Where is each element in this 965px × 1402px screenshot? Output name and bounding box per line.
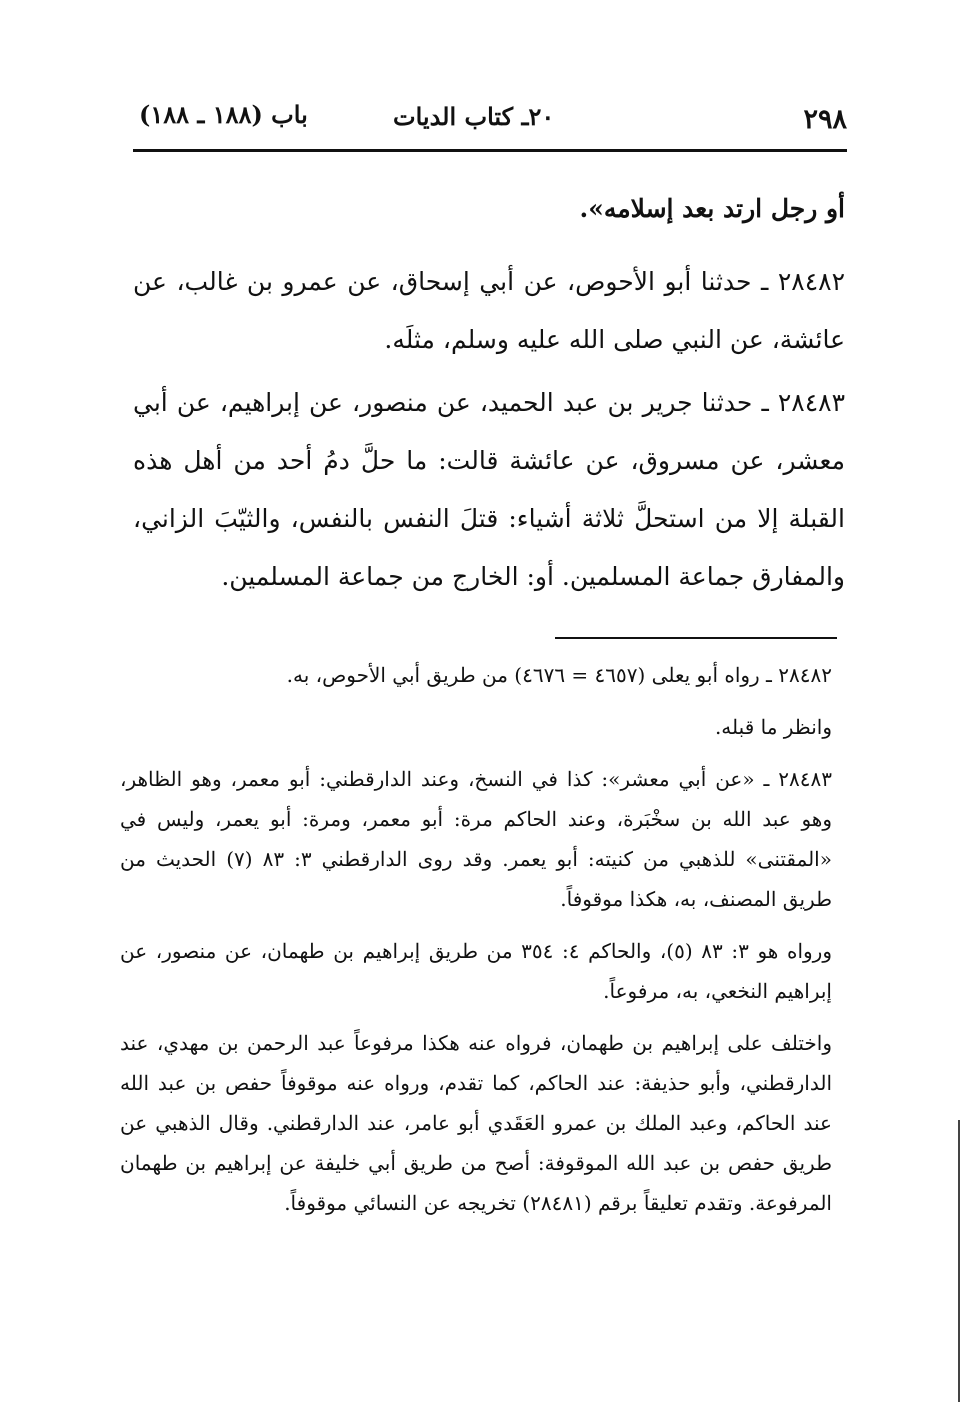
footnote-divider bbox=[555, 637, 837, 639]
footnote-28482-see: وانظر ما قبله. bbox=[714, 715, 832, 739]
main-text bbox=[133, 180, 845, 238]
scan-edge-shadow bbox=[958, 1120, 960, 1402]
footnotes bbox=[120, 655, 832, 1235]
header-divider bbox=[133, 149, 847, 152]
chapter-label: باب (١٨٨ ـ ١٨٨) bbox=[139, 100, 308, 129]
hadith-28483: ٢٨٤٨٣ ـ حدثنا جرير بن عبد الحميد، عن منصور، عن إبراهيم، عن أبي معشر، عن مسروق، عن عائشة قالت: ما حلَّ دمُ أحد من أهل هذه القبلة إلا من استحلَّ ثلاثة أشياء: قتلَ النفس بالنفس، والثيّبَ الزاني، والمفارق جماعة المسلمين. أو: الخارج من جماعة المسلمين. bbox=[133, 388, 845, 591]
footnote-28483-marfu: ورواه هو ٣: ٨٣ (٥)، والحاكم ٤: ٣٥٤ من طريق إبراهيم بن طهمان، عن منصور، عن إبراهيم النخعي، به، مرفوعاً. bbox=[120, 939, 832, 1003]
book-title: ٢٠ـ كتاب الديات bbox=[393, 102, 555, 131]
hadith-28482: ٢٨٤٨٢ ـ حدثنا أبو الأحوص، عن أبي إسحاق، عن عمرو بن غالب، عن عائشة، عن النبي صلى الله عليه وسلم، مثلَه. bbox=[133, 267, 845, 354]
page-number: ٢٩٨ bbox=[803, 104, 847, 135]
footnote-28482-source: ٢٨٤٨٢ ـ رواه أبو يعلى (٤٦٥٧ = ٤٦٧٦) من طريق أبي الأحوص، به. bbox=[286, 663, 832, 687]
closing-line: أو رجل ارتد بعد إسلامه». bbox=[579, 194, 845, 223]
hadith-block-28483 bbox=[133, 374, 845, 606]
footnote-28483-disagreement: واختلف على إبراهيم بن طهمان، فرواه عنه هكذا مرفوعاً عبد الرحمن بن مهدي، عند الدارقطني، وأبو حذيفة: عند الحاكم، كما تقدم، ورواه عنه موقوفاً حفص بن عبد الله عند الحاكم، وعبد الملك بن عمرو العَقَدي أبو عامر، عند الدارقطني. وقال الذهبي عن طريق حفص بن عبد الله الموقوفة: أصح من طريق أبي خليفة عن إبراهيم بن طهمان المرفوعة. وتقدم تعليقاً برقم (٢٨٤٨١) تخريجه عن النسائي موقوفاً. bbox=[120, 1031, 833, 1215]
footnote-28483-note: ٢٨٤٨٣ ـ «عن أبي معشر»: كذا في النسخ، وعند الدارقطني: أبو معمر، وهو الظاهر، وهو عبد الله بن سخْبَرة، وعند الحاكم مرة: أبو معمر، ومرة: أبو يعمر، وليس في «المقتنى» للذهبي من كنيته: أبو يعمر. وقد روى الدارقطني ٣: ٨٣ (٧) الحديث من طريق المصنف، به، هكذا موقوفاً. bbox=[120, 767, 832, 911]
hadith-block-28482 bbox=[133, 253, 845, 369]
page-header bbox=[133, 100, 847, 144]
